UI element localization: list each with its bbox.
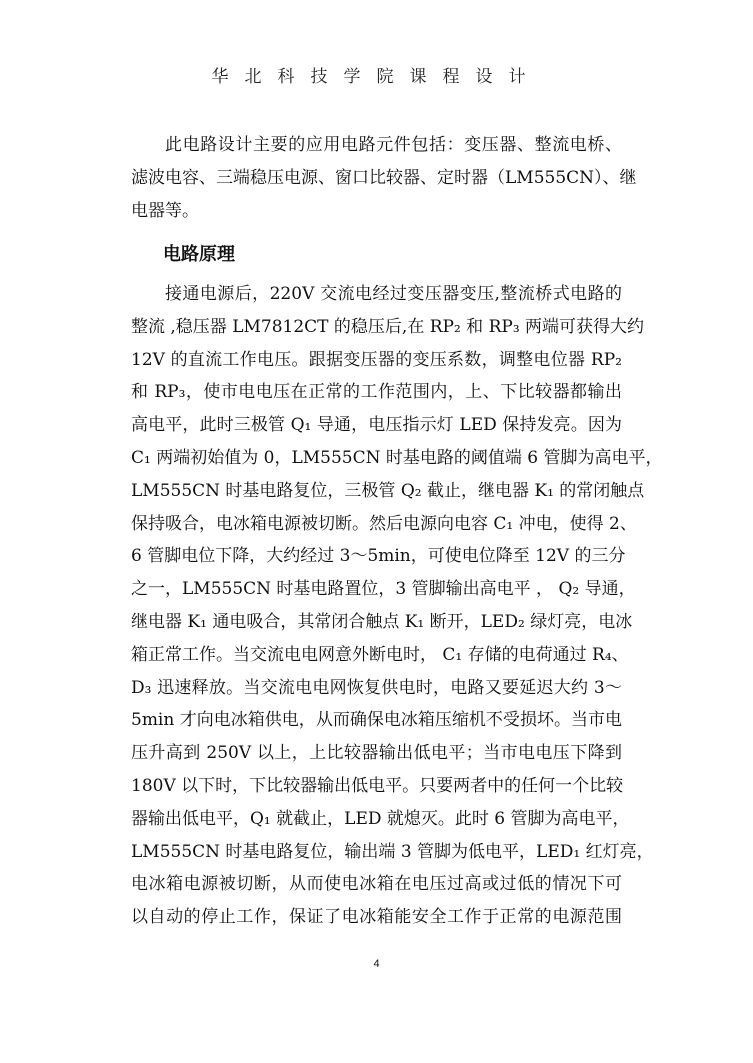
principle-line: LM555CN 时基电路复位，三极管 Q₂ 截止，继电器 K₁ 的常闭触点 [131, 480, 645, 501]
intro-paragraph [131, 129, 637, 227]
principle-line: 电冰箱电源被切断，从而使电冰箱在电压过高或过低的情况下可 [131, 874, 622, 895]
principle-line: 和 RP₃，使市电电压在正常的工作范围内，上、下比较器都输出 [131, 382, 622, 403]
principle-line: D₃ 迅速释放。当交流电电网恢复供电时，电路又要延迟大约 3～ [131, 677, 622, 698]
principle-line: 12V 的直流工作电压。跟据变压器的变压系数，调整电位器 RP₂ [131, 349, 622, 370]
principle-paragraph [131, 278, 663, 934]
principle-line: LM555CN 时基电路复位，输出端 3 管脚为低电平，LED₁ 红灯亮， [131, 841, 654, 862]
principle-line: 压升高到 250V 以上，上比较器输出低电平；当市电电压下降到 [131, 743, 622, 764]
intro-line: 滤波电容、三端稳压电源、窗口比较器、定时器（LM555CN）、继 [131, 167, 637, 188]
principle-line: 继电器 K₁ 通电吸合，其常闭合触点 K₁ 断开，LED₂ 绿灯亮，电冰 [131, 611, 633, 632]
principle-line: 整流 ,稳压器 LM7812CT 的稳压后,在 RP₂ 和 RP₃ 两端可获得大约 [131, 316, 645, 337]
principle-line: 之一，LM555CN 时基电路置位，3 管脚输出高电平 ， Q₂ 导通， [131, 579, 636, 600]
principle-line: 高电平，此时三极管 Q₁ 导通，电压指示灯 LED 保持发亮。因为 [131, 415, 622, 436]
intro-line: 此电路设计主要的应用电路元件包括：变压器、整流电桥、 [165, 135, 622, 155]
principle-line: 箱正常工作。当交流电电网意外断电时， C₁ 存储的电荷通过 R₄、 [131, 644, 629, 665]
principle-line: 保持吸合，电冰箱电源被切断。然后电源向电容 C₁ 冲电，使得 2、 [131, 513, 637, 534]
intro-line: 电器等。 [131, 200, 199, 221]
principle-line: 5min 才向电冰箱供电，从而确保电冰箱压缩机不受损坏。当市电 [131, 710, 622, 731]
page-header: 华北科技学院课程设计 [211, 67, 542, 87]
principle-line: 6 管脚电位下降，大约经过 3～5min，可使电位降至 12V 的三分 [131, 546, 626, 567]
principle-line: 以自动的停止工作，保证了电冰箱能安全工作于正常的电源范围 [131, 907, 622, 928]
principle-line: 器输出低电平，Q₁ 就截止，LED 就熄灭。此时 6 管脚为高电平， [131, 808, 630, 829]
principle-line: 接通电源后，220V 交流电经过变压器变压,整流桥式电路的 [165, 284, 622, 304]
page-number: 4 [373, 958, 380, 970]
principle-line: 180V 以下时，下比较器输出低电平。只要两者中的任何一个比较 [131, 775, 624, 796]
section-heading: 电路原理 [163, 244, 235, 265]
principle-line: C₁ 两端初始值为 0，LM555CN 时基电路的阈值端 6 管脚为高电平， [131, 447, 663, 468]
